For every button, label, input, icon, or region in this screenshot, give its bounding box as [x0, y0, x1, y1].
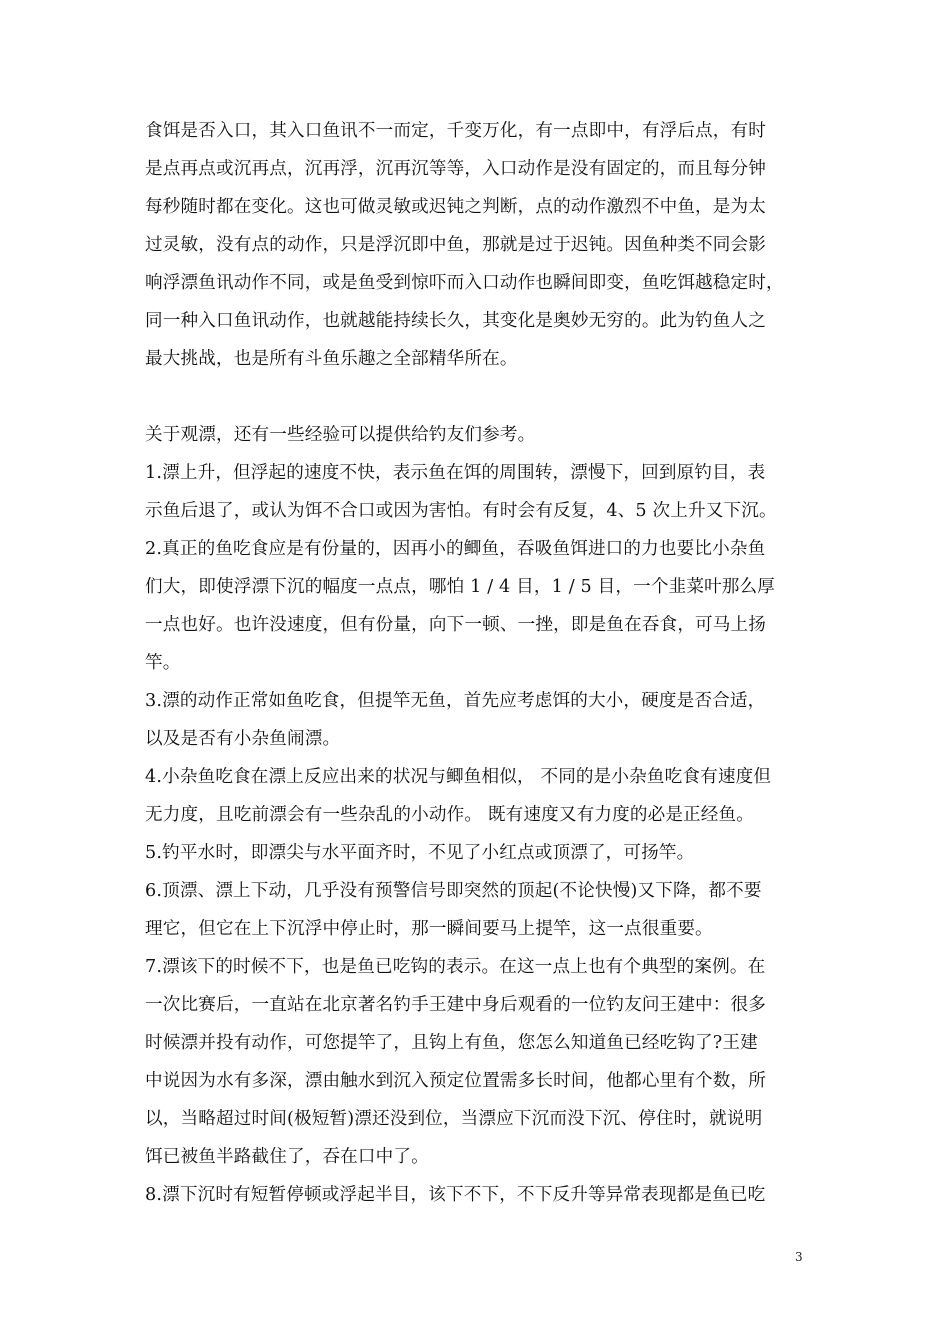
text-line: 饵已被鱼半路截住了，吞在口中了。: [145, 1147, 429, 1167]
text-line: 中说因为水有多深，漂由触水到沉入预定位置需多长时间，他都心里有个数，所: [145, 1071, 767, 1091]
text-line: 6.顶漂、漂上下动，几乎没有预警信号即突然的顶起(不论快慢)又下降，都不要: [145, 881, 762, 901]
blank-line: [145, 378, 813, 416]
text-line: 3.漂的动作正常如鱼吃食，但提竿无鱼，首先应考虑饵的大小，硬度是否合适，: [145, 691, 766, 711]
text-line: 最大挑战，也是所有斗鱼乐趣之全部精华所在。: [145, 349, 518, 369]
text-line: 示鱼后退了，或认为饵不合口或因为害怕。有时会有反复，4、5 次上升又下沉。: [145, 501, 777, 521]
body-text: [145, 112, 813, 1214]
text-line: 响浮漂鱼讯动作不同，或是鱼受到惊吓而入口动作也瞬间即变，鱼吃饵越稳定时，: [145, 273, 784, 293]
text-line: 食饵是否入口，其入口鱼讯不一而定，千变万化，有一点即中，有浮后点，有时: [145, 121, 767, 141]
text-line: 2.真正的鱼吃食应是有份量的，因再小的鲫鱼，吞吸鱼饵进口的力也要比小杂鱼: [145, 539, 766, 559]
text-line: 4.小杂鱼吃食在漂上反应出来的状况与鲫鱼相似， 不同的是小杂鱼吃食有速度但: [145, 767, 772, 787]
text-line: 理它，但它在上下沉浮中停止时，那一瞬间要马上提竿，这一点很重要。: [145, 919, 713, 939]
text-line: 8.漂下沉时有短暂停顿或浮起半目，该下不下，不下反升等异常表现都是鱼已吃: [145, 1185, 766, 1205]
text-line: 以及是否有小杂鱼闹漂。: [145, 729, 341, 749]
text-line: 5.钓平水时，即漂尖与水平面齐时，不见了小红点或顶漂了，可扬竿。: [145, 843, 695, 863]
text-line: 竿。: [145, 653, 181, 673]
text-line: 一点也好。也许没速度，但有份量，向下一顿、一挫，即是鱼在吞食，可马上扬: [145, 615, 767, 635]
text-line: 1.漂上升，但浮起的速度不快，表示鱼在饵的周围转，漂慢下，回到原钓目，表: [145, 463, 766, 483]
text-line: 是点再点或沉再点，沉再浮，沉再沉等等，入口动作是没有固定的，而且每分钟: [145, 159, 767, 179]
page-number: 3: [795, 1250, 803, 1264]
text-line: 无力度，且吃前漂会有一些杂乱的小动作。 既有速度又有力度的必是正经鱼。: [145, 805, 755, 825]
text-line: 一次比赛后，一直站在北京著名钓手王建中身后观看的一位钓友问王建中：很多: [145, 995, 767, 1015]
text-line: 过灵敏，没有点的动作，只是浮沉即中鱼，那就是过于迟钝。因鱼种类不同会影: [145, 235, 767, 255]
text-line: 时候漂并投有动作，可您提竿了，且钩上有鱼，您怎么知道鱼已经吃钩了?王建: [145, 1033, 758, 1053]
text-line: 以，当略超过时间(极短暂)漂还没到位，当漂应下沉而没下沉、停住时，就说明: [145, 1109, 763, 1129]
text-line: 每秒随时都在变化。这也可做灵敏或迟钝之判断，点的动作激烈不中鱼，是为太: [145, 197, 767, 217]
text-line: 7.漂该下的时候不下，也是鱼已吃钩的表示。在这一点上也有个典型的案例。在: [145, 957, 766, 977]
text-line: 关于观漂，还有一些经验可以提供给钓友们参考。: [145, 425, 536, 445]
text-line: 同一种入口鱼讯动作，也就越能持续长久，其变化是奥妙无穷的。此为钓鱼人之: [145, 311, 767, 331]
text-line: 们大，即使浮漂下沉的幅度一点点，哪怕 1 / 4 目，1 / 5 目，一个韭菜叶那么厚: [145, 577, 776, 597]
